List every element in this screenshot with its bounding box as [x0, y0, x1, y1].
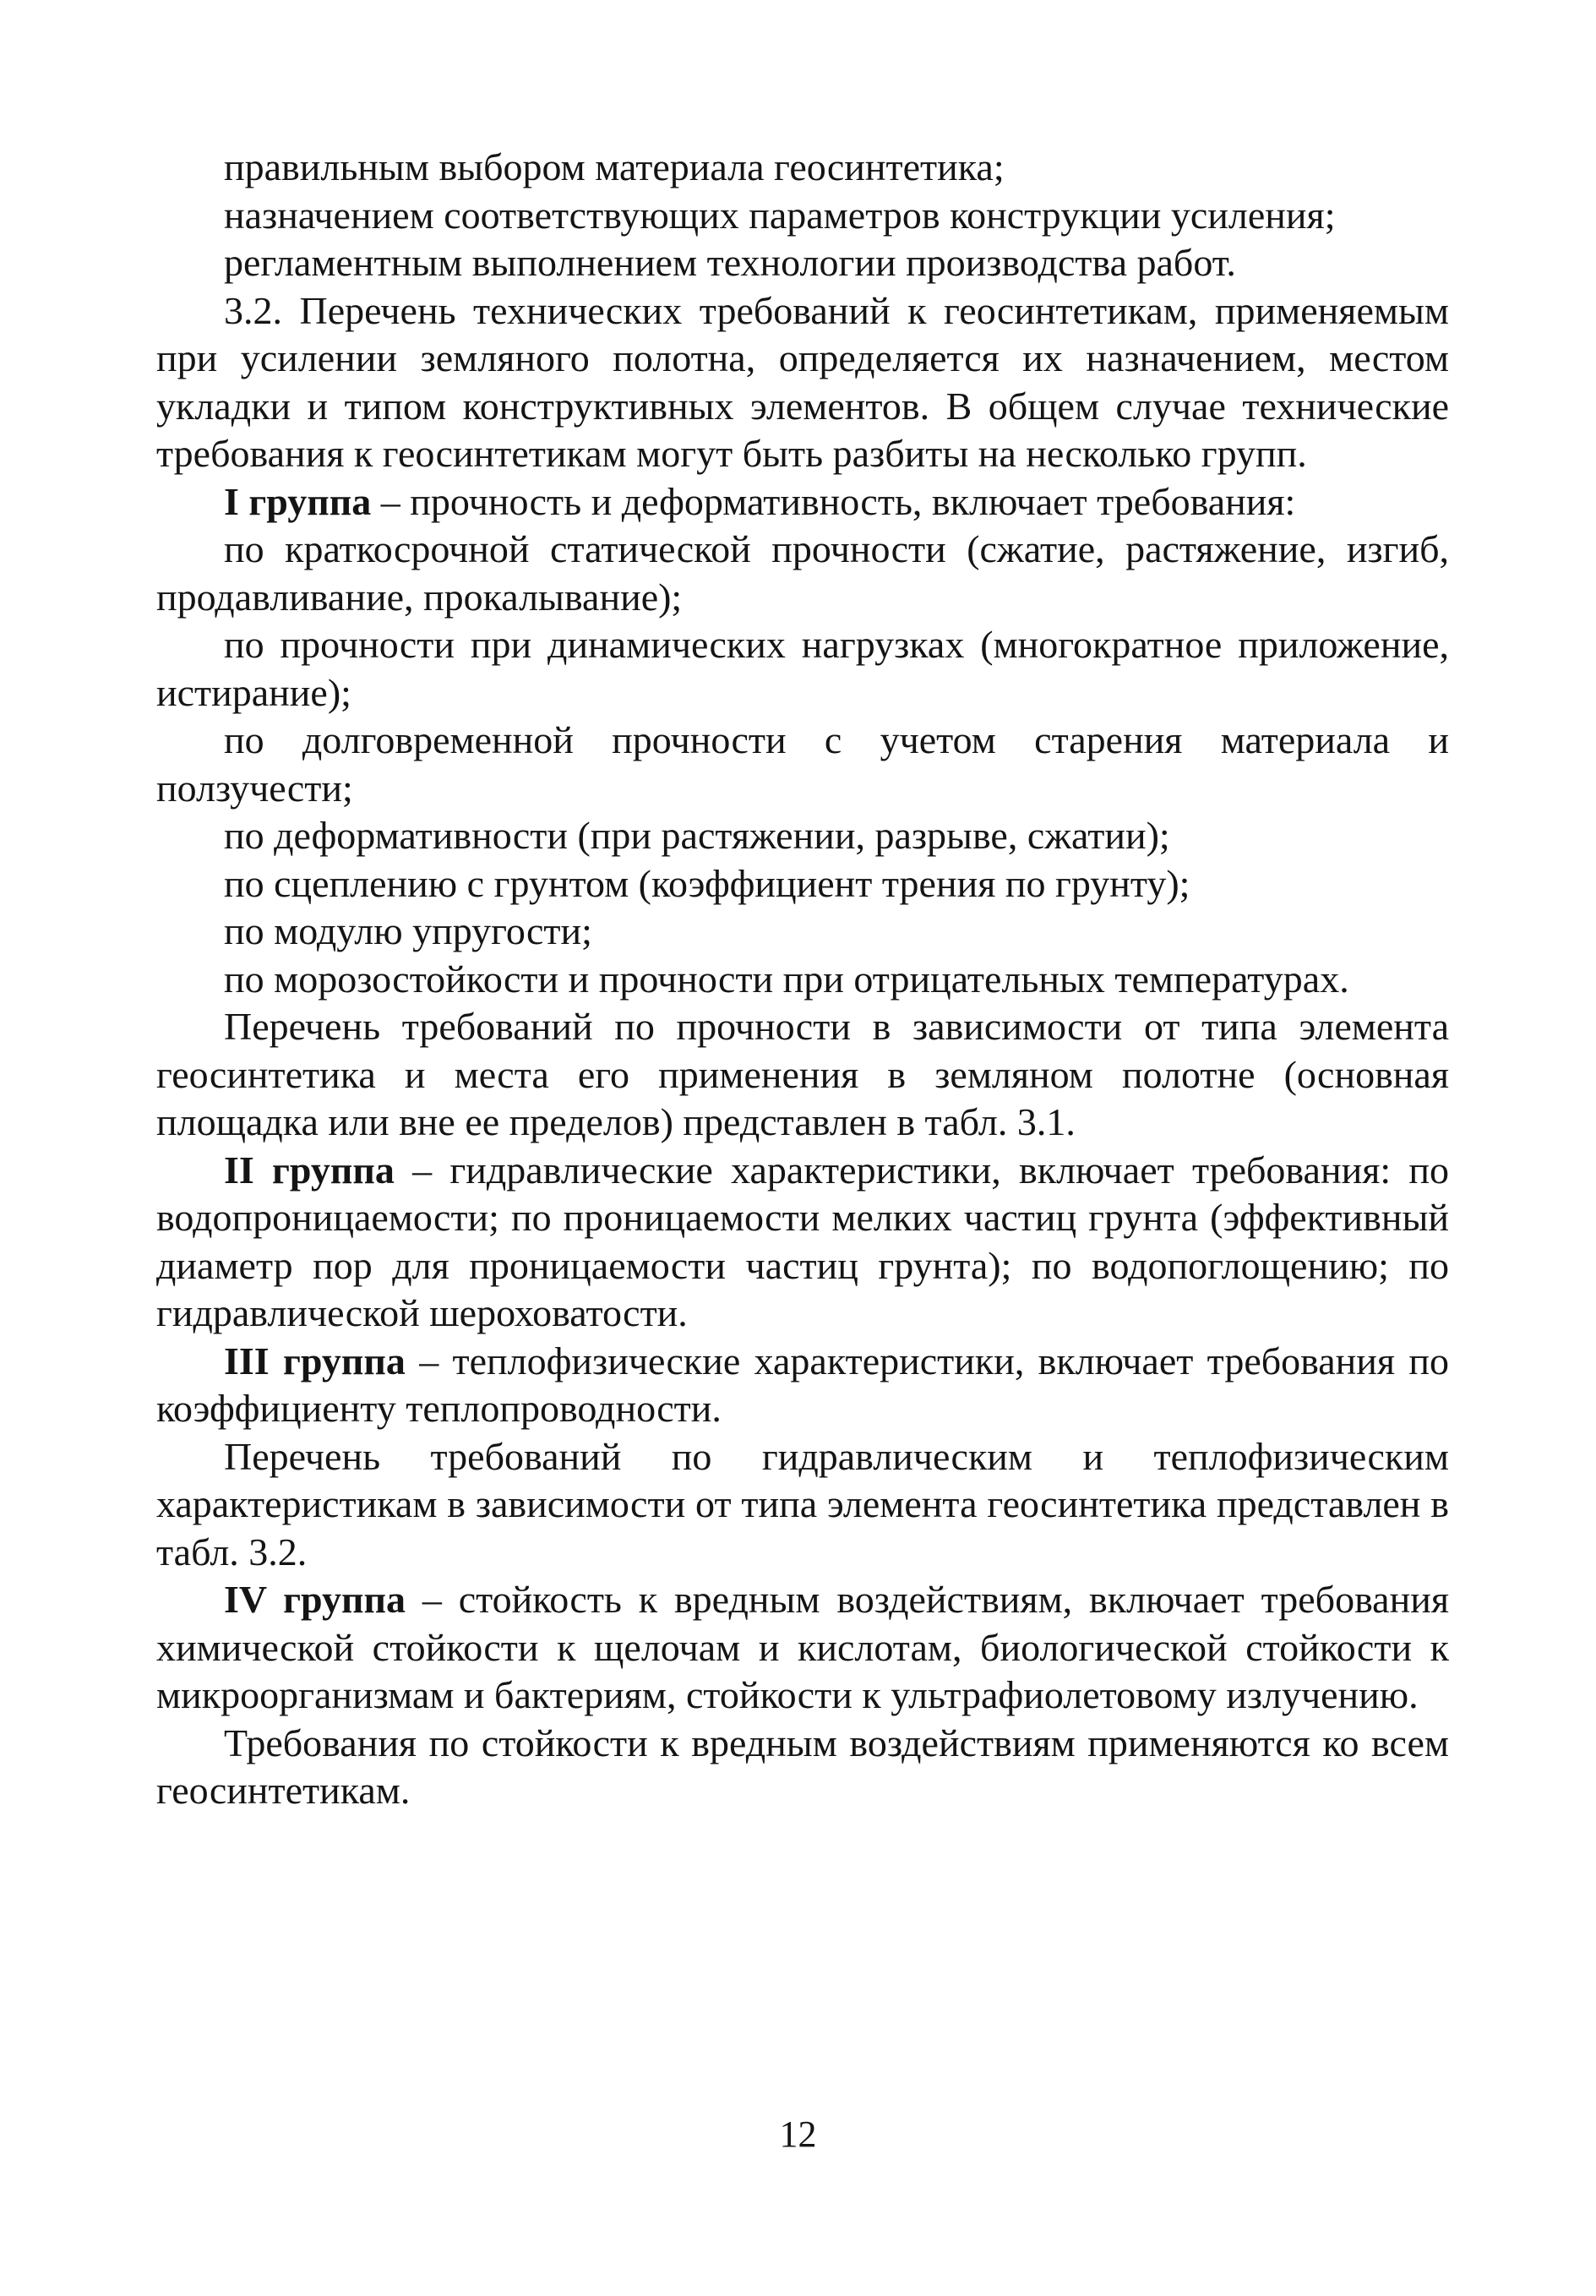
paragraph-group-1: I группа – прочность и деформативность, включает требования: — [224, 479, 1296, 523]
paragraph-table-3-2-ref: Перечень требований по гидравлическим и теплофизическим характеристикам в зависимости от типа элемента геосинтетика представлен в табл. 3.2. — [156, 1434, 1449, 1573]
list-item-soil-adhesion: по сцеплению с грунтом (коэффициент трения по грунту); — [224, 861, 1190, 905]
paragraph-group-3: III группа – теплофизические характеристики, включает требования по коэффициенту теплопроводности. — [156, 1339, 1449, 1430]
page-number: 12 — [779, 2113, 817, 2155]
group-1-heading: I группа — [224, 479, 372, 523]
body-text — [156, 144, 1449, 1815]
paragraph-final: Требования по стойкости к вредным воздействиям применяются ко всем геосинтетикам. — [156, 1721, 1449, 1812]
list-item-dynamic-strength: по прочности при динамических нагрузках (многократное приложение, истирание); — [156, 623, 1449, 714]
paragraph-2: назначением соответствующих параметров конструкции усиления; — [224, 193, 1336, 237]
list-item-deformability: по деформативности (при растяжении, разрыве, сжатии); — [224, 814, 1170, 857]
list-item-frost-resistance: по морозостойкости и прочности при отрицательных температурах. — [224, 957, 1349, 1001]
paragraph-section-3-2: 3.2. Перечень технических требований к геосинтетикам, применяемым при усилении земляного полотна, определяется их назначением, местом укладки и типом конструктивных элементов. В общем случае технические требования к геосинтетикам могут быть разбиты на несколько групп. — [156, 288, 1449, 475]
paragraph-group-4: IV группа – стойкость к вредным воздействиям, включает требования химической стойкости к щелочам и кислотам, биологической стойкости к микроорганизмам и бактериям, стойкости к ультрафиолетовому излучению. — [156, 1578, 1449, 1716]
group-4-heading: IV группа — [224, 1578, 406, 1621]
paragraph-1: правильным выбором материала геосинтетика; — [224, 145, 1005, 188]
paragraph-table-3-1-ref: Перечень требований по прочности в зависимости от типа элемента геосинтетика и места его применения в земляном полотне (основная площадка или вне ее пределов) представлен в табл. 3.1. — [156, 1005, 1449, 1143]
group-2-heading: II группа — [224, 1148, 395, 1192]
list-item-short-term-strength: по краткосрочной статической прочности (сжатие, растяжение, изгиб, продавливание, прокалывание); — [156, 527, 1449, 619]
list-item-elastic-modulus: по модулю упругости; — [224, 909, 592, 952]
group-3-heading: III группа — [224, 1339, 406, 1383]
list-item-long-term-strength: по долговременной прочности с учетом старения материала и ползучести; — [156, 718, 1449, 810]
paragraph-3: регламентным выполнением технологии производства работ. — [224, 241, 1236, 284]
paragraph-group-2: II группа – гидравлические характеристики, включает требования: по водопроницаемости; по проницаемости мелких частиц грунта (эффективный диаметр пор для проницаемости частиц грунта); по водопоглощению; по гидравлической шероховатости. — [156, 1148, 1449, 1334]
